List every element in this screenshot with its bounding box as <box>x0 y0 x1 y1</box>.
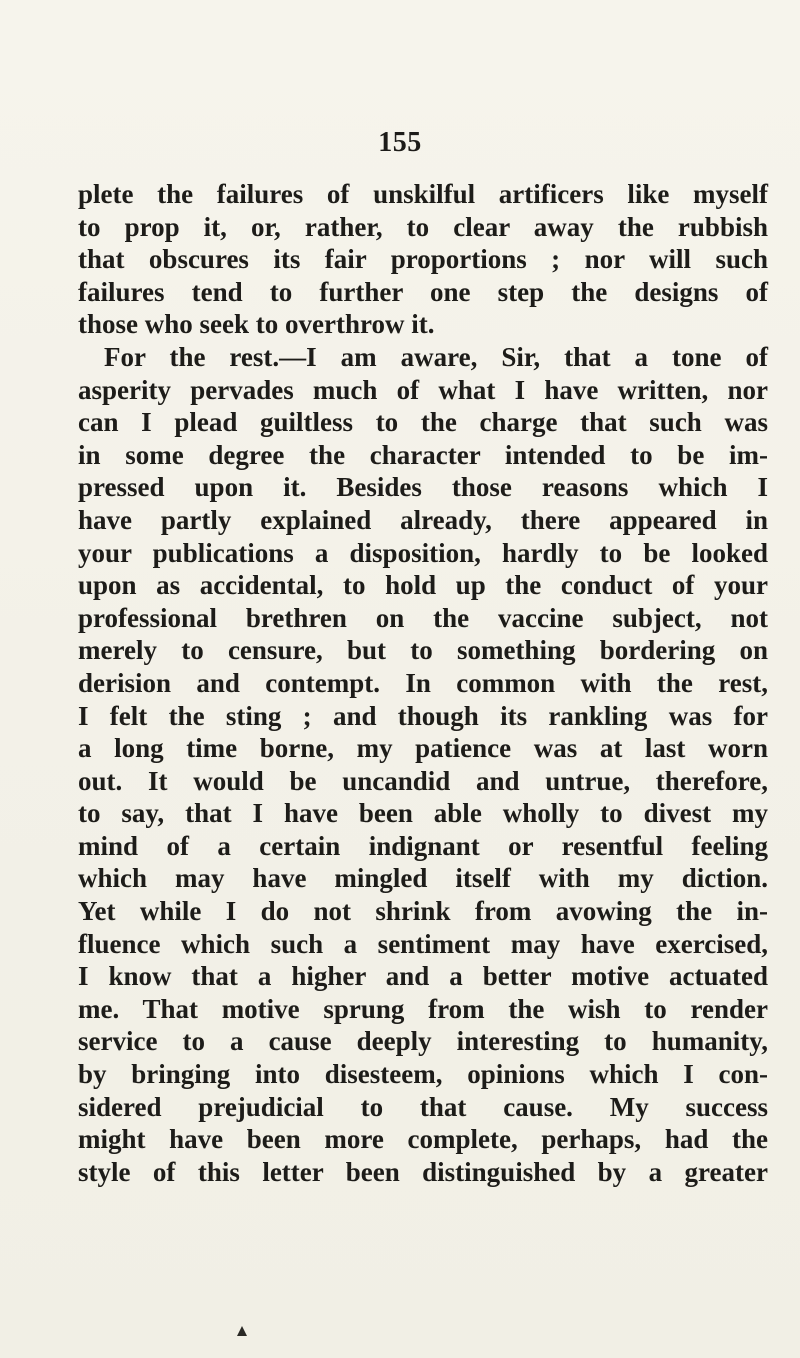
paragraph-start-line: For the rest.—I am aware, Sir, that a tone of <box>104 341 768 372</box>
text-line: Yet while I do not shrink from avowing the in- <box>78 896 768 927</box>
text-line: merely to censure, but to something bordering on <box>78 635 768 666</box>
text-line: service to a cause deeply interesting to humanity, <box>78 1026 768 1057</box>
text-line: style of this letter been distinguished by a greater <box>78 1156 768 1187</box>
page-number: 155 <box>378 127 422 158</box>
text-line: mind of a certain indignant or resentful feeling <box>78 830 768 861</box>
text-line: to say, that I have been able wholly to divest my <box>78 798 768 829</box>
text-line: me. That motive sprung from the wish to render <box>78 993 768 1024</box>
text-line: fluence which such a sentiment may have exercised, <box>78 928 768 959</box>
text-line: I know that a higher and a better motive actuated <box>78 961 768 992</box>
body-text <box>78 178 768 1188</box>
text-line: pressed upon it. Besides those reasons which I <box>78 472 768 503</box>
text-line: a long time borne, my patience was at last worn <box>78 733 768 764</box>
text-line: can I plead guiltless to the charge that such was <box>78 407 768 438</box>
text-line: derision and contempt. In common with the rest, <box>78 667 768 698</box>
text-line: in some degree the character intended to be im- <box>78 439 768 470</box>
text-line: your publications a disposition, hardly to be looked <box>78 537 768 568</box>
text-line: I felt the sting ; and though its rankling was for <box>78 700 768 731</box>
text-line: those who seek to overthrow it. <box>78 309 435 340</box>
text-line: failures tend to further one step the designs of <box>78 276 768 307</box>
text-line: out. It would be uncandid and untrue, therefore, <box>78 765 768 796</box>
text-line: to prop it, or, rather, to clear away the rubbish <box>78 211 768 242</box>
text-line: professional brethren on the vaccine subject, not <box>78 602 768 633</box>
text-line: plete the failures of unskilful artificers like myself <box>78 179 768 209</box>
text-line: have partly explained already, there appeared in <box>78 504 768 535</box>
text-line: by bringing into disesteem, opinions which I con- <box>78 1059 768 1090</box>
text-line: asperity pervades much of what I have written, nor <box>78 374 768 405</box>
catchword-mark-icon <box>237 1326 247 1336</box>
text-line: upon as accidental, to hold up the conduct of your <box>78 570 768 601</box>
text-line: which may have mingled itself with my diction. <box>78 863 768 894</box>
text-line: that obscures its fair proportions ; nor will such <box>78 244 768 275</box>
text-line: might have been more complete, perhaps, had the <box>78 1124 768 1155</box>
text-line: sidered prejudicial to that cause. My success <box>78 1091 768 1122</box>
